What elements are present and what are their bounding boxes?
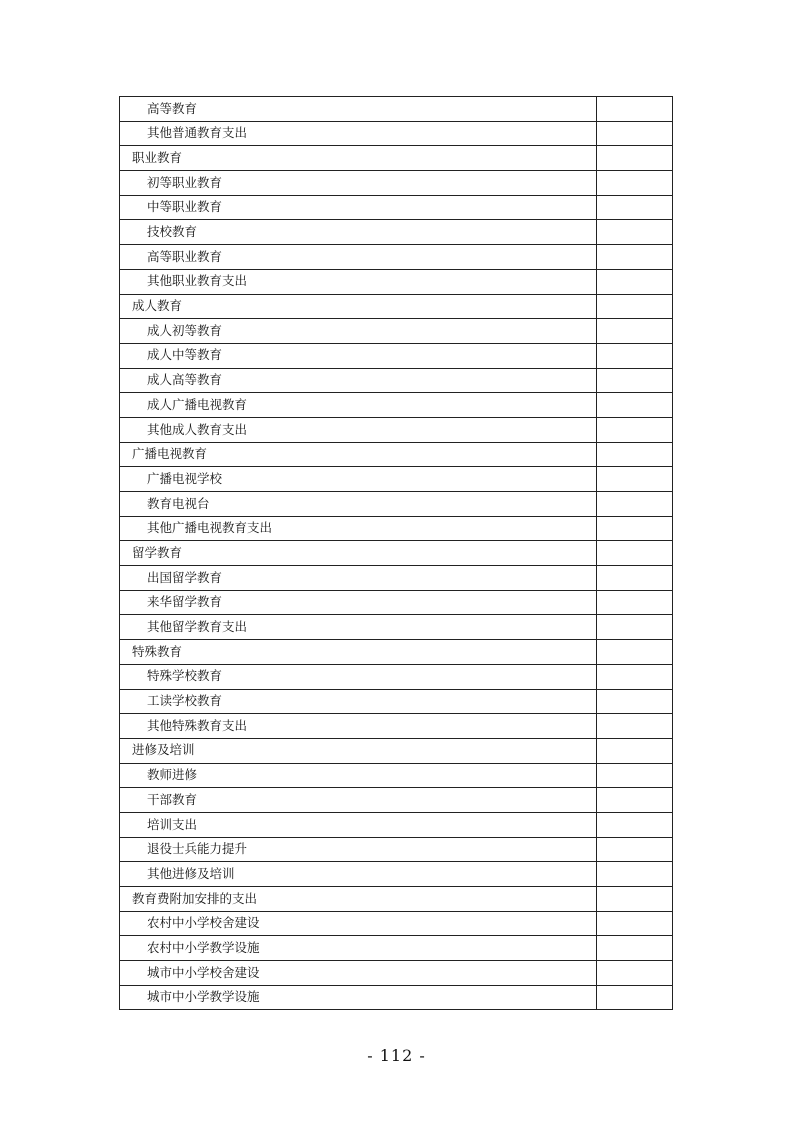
- item-name-cell: [120, 812, 597, 837]
- table-row: [120, 862, 673, 887]
- item-name-cell: [120, 837, 597, 862]
- item-label: 教育电视台: [147, 495, 210, 511]
- item-name-cell: [120, 738, 597, 763]
- amount-cell: [597, 887, 673, 912]
- table-body: [120, 97, 673, 1010]
- item-label: 留学教育: [132, 544, 183, 560]
- table-row: [120, 417, 673, 442]
- item-label: 干部教育: [147, 791, 198, 807]
- item-name-cell: [120, 368, 597, 393]
- item-name-cell: [120, 220, 597, 245]
- amount-cell: [597, 294, 673, 319]
- item-name-cell: [120, 171, 597, 196]
- table-row: [120, 294, 673, 319]
- item-label: 培训支出: [147, 816, 198, 832]
- amount-cell: [597, 417, 673, 442]
- item-name-cell: [120, 541, 597, 566]
- item-name-cell: [120, 714, 597, 739]
- item-label: 其他职业教育支出: [147, 273, 248, 289]
- table-row: [120, 195, 673, 220]
- amount-cell: [597, 615, 673, 640]
- item-name-cell: [120, 763, 597, 788]
- item-label: 教师进修: [147, 767, 198, 783]
- table-row: [120, 121, 673, 146]
- amount-cell: [597, 541, 673, 566]
- amount-cell: [597, 343, 673, 368]
- table-row: [120, 245, 673, 270]
- table-row: [120, 343, 673, 368]
- item-label: 高等教育: [147, 100, 198, 116]
- table-row: [120, 763, 673, 788]
- amount-cell: [597, 837, 673, 862]
- table-row: [120, 319, 673, 344]
- item-label: 城市中小学教学设施: [147, 989, 260, 1005]
- table-row: [120, 590, 673, 615]
- page-number: - 112 -: [367, 1046, 426, 1065]
- item-label: 其他普通教育支出: [147, 125, 248, 141]
- table-row: [120, 887, 673, 912]
- item-name-cell: [120, 961, 597, 986]
- item-label: 农村中小学教学设施: [147, 939, 260, 955]
- item-name-cell: [120, 393, 597, 418]
- amount-cell: [597, 689, 673, 714]
- item-name-cell: [120, 516, 597, 541]
- item-label: 其他成人教育支出: [147, 421, 248, 437]
- item-name-cell: [120, 664, 597, 689]
- item-name-cell: [120, 590, 597, 615]
- item-name-cell: [120, 245, 597, 270]
- item-label: 成人中等教育: [147, 347, 223, 363]
- table-row: [120, 541, 673, 566]
- amount-cell: [597, 664, 673, 689]
- item-name-cell: [120, 294, 597, 319]
- table-row: [120, 738, 673, 763]
- amount-cell: [597, 368, 673, 393]
- item-label: 成人高等教育: [147, 372, 223, 388]
- amount-cell: [597, 171, 673, 196]
- item-label: 广播电视教育: [132, 446, 208, 462]
- table-row: [120, 837, 673, 862]
- amount-cell: [597, 640, 673, 665]
- amount-cell: [597, 566, 673, 591]
- item-name-cell: [120, 788, 597, 813]
- item-name-cell: [120, 492, 597, 517]
- item-label: 中等职业教育: [147, 199, 223, 215]
- amount-cell: [597, 961, 673, 986]
- amount-cell: [597, 862, 673, 887]
- item-name-cell: [120, 467, 597, 492]
- amount-cell: [597, 195, 673, 220]
- table-row: [120, 689, 673, 714]
- table-row: [120, 467, 673, 492]
- table-row: [120, 516, 673, 541]
- amount-cell: [597, 467, 673, 492]
- item-label: 来华留学教育: [147, 594, 223, 610]
- item-label: 成人教育: [132, 298, 183, 314]
- item-label: 进修及培训: [132, 742, 195, 758]
- amount-cell: [597, 269, 673, 294]
- item-label: 其他特殊教育支出: [147, 717, 248, 733]
- amount-cell: [597, 319, 673, 344]
- item-label: 高等职业教育: [147, 248, 223, 264]
- item-name-cell: [120, 343, 597, 368]
- item-name-cell: [120, 887, 597, 912]
- item-name-cell: [120, 121, 597, 146]
- amount-cell: [597, 812, 673, 837]
- amount-cell: [597, 442, 673, 467]
- table-row: [120, 492, 673, 517]
- amount-cell: [597, 714, 673, 739]
- item-label: 其他留学教育支出: [147, 619, 248, 635]
- item-label: 其他广播电视教育支出: [147, 520, 273, 536]
- item-name-cell: [120, 615, 597, 640]
- table-row: [120, 368, 673, 393]
- table-row: [120, 393, 673, 418]
- budget-item-table: [119, 96, 673, 1010]
- item-name-cell: [120, 689, 597, 714]
- table-row: [120, 911, 673, 936]
- item-name-cell: [120, 97, 597, 122]
- amount-cell: [597, 121, 673, 146]
- amount-cell: [597, 245, 673, 270]
- amount-cell: [597, 516, 673, 541]
- table-row: [120, 220, 673, 245]
- amount-cell: [597, 911, 673, 936]
- table-row: [120, 788, 673, 813]
- table-row: [120, 171, 673, 196]
- item-label: 初等职业教育: [147, 174, 223, 190]
- item-label: 农村中小学校舍建设: [147, 915, 260, 931]
- table-row: [120, 566, 673, 591]
- table-row: [120, 97, 673, 122]
- item-name-cell: [120, 911, 597, 936]
- table-row: [120, 985, 673, 1010]
- item-name-cell: [120, 146, 597, 171]
- item-name-cell: [120, 442, 597, 467]
- item-label: 城市中小学校舍建设: [147, 964, 260, 980]
- item-label: 退役士兵能力提升: [147, 841, 248, 857]
- item-label: 出国留学教育: [147, 569, 223, 585]
- amount-cell: [597, 590, 673, 615]
- amount-cell: [597, 985, 673, 1010]
- item-name-cell: [120, 417, 597, 442]
- item-name-cell: [120, 195, 597, 220]
- amount-cell: [597, 738, 673, 763]
- table-row: [120, 961, 673, 986]
- item-name-cell: [120, 936, 597, 961]
- item-label: 成人广播电视教育: [147, 396, 248, 412]
- item-label: 广播电视学校: [147, 470, 223, 486]
- item-name-cell: [120, 566, 597, 591]
- table-row: [120, 442, 673, 467]
- amount-cell: [597, 220, 673, 245]
- table-row: [120, 714, 673, 739]
- table-row: [120, 640, 673, 665]
- item-label: 特殊学校教育: [147, 668, 223, 684]
- amount-cell: [597, 788, 673, 813]
- item-label: 教育费附加安排的支出: [132, 890, 258, 906]
- table-row: [120, 146, 673, 171]
- item-name-cell: [120, 862, 597, 887]
- item-label: 其他进修及培训: [147, 865, 235, 881]
- item-label: 工读学校教育: [147, 693, 223, 709]
- amount-cell: [597, 146, 673, 171]
- table-row: [120, 664, 673, 689]
- item-name-cell: [120, 319, 597, 344]
- table-row: [120, 936, 673, 961]
- item-label: 技校教育: [147, 224, 198, 240]
- item-name-cell: [120, 640, 597, 665]
- table-row: [120, 269, 673, 294]
- table-row: [120, 812, 673, 837]
- table-row: [120, 615, 673, 640]
- amount-cell: [597, 492, 673, 517]
- item-name-cell: [120, 269, 597, 294]
- item-label: 特殊教育: [132, 643, 183, 659]
- item-name-cell: [120, 985, 597, 1010]
- amount-cell: [597, 393, 673, 418]
- item-label: 职业教育: [132, 149, 183, 165]
- item-label: 成人初等教育: [147, 322, 223, 338]
- amount-cell: [597, 97, 673, 122]
- amount-cell: [597, 763, 673, 788]
- amount-cell: [597, 936, 673, 961]
